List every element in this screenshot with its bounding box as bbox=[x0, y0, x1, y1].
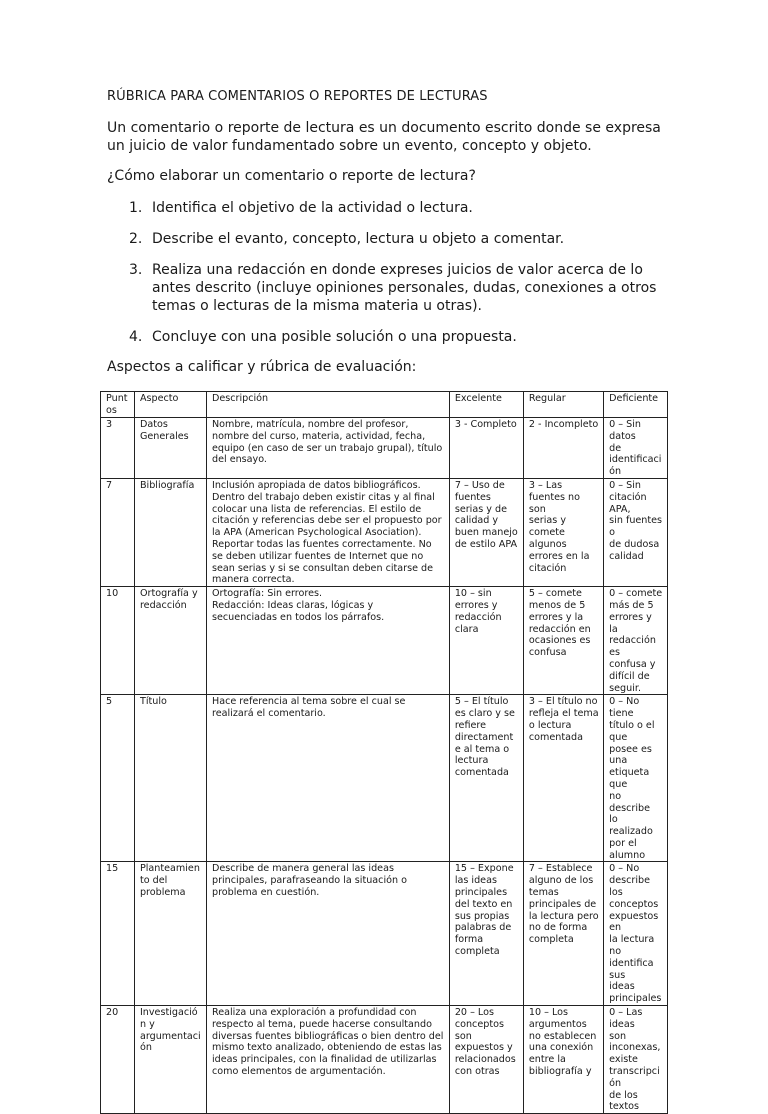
cell-descripcion: Hace referencia al tema sobre el cual se realizará el comentario. bbox=[206, 695, 449, 862]
cell-aspecto: Planteamien to del problema bbox=[134, 862, 206, 1006]
table-row bbox=[101, 695, 668, 862]
step-text: Concluye con una posible solución o una propuesta. bbox=[152, 329, 517, 345]
cell-descripcion: Realiza una exploración a profundidad con respecto al tema, puede hacerse consultando diversas fuentes bibliográficas o bien dentro del mismo texto analizado, obteniendo de estas las ideas principales, con la finalidad de utilizarlas como elementos de argumentación. bbox=[206, 1006, 449, 1114]
cell-descripcion: Inclusión apropiada de datos bibliográficos. Dentro del trabajo deben existir citas y al final colocar una lista de referencias. El estilo de citación y referencias debe ser el propuesto por la APA (American Psychological Asociation). Reportar todas las fuentes correctamente. No se deben utilizar fuentes de Internet que no sean serias y si se consultan deben citarse de manera correcta. bbox=[206, 478, 449, 586]
cell-aspecto: Investigació n y argumentaci ón bbox=[134, 1006, 206, 1114]
cell-deficiente: 0 – Sin citación APA, sin fuentes o de dudosa calidad bbox=[604, 478, 668, 586]
cell-regular: 5 – comete menos de 5 errores y la redacción en ocasiones es confusa bbox=[523, 587, 603, 695]
table-row bbox=[101, 478, 668, 586]
cell-descripcion: Ortografía: Sin errores. Redacción: Ideas claras, lógicas y secuenciadas en todos los párrafos. bbox=[206, 587, 449, 695]
header-descripcion: Descripción bbox=[206, 392, 449, 418]
cell-aspecto: Datos Generales bbox=[134, 418, 206, 479]
rubric-table bbox=[100, 391, 668, 1114]
cell-regular: 3 – Las fuentes no son serias y comete algunos errores en la citación bbox=[523, 478, 603, 586]
cell-deficiente: 0 – comete más de 5 errores y la redacción es confusa y difícil de seguir. bbox=[604, 587, 668, 695]
cell-descripcion: Describe de manera general las ideas principales, parafraseando la situación o problema en cuestión. bbox=[206, 862, 449, 1006]
cell-deficiente: 0 – Sin datos de identificación bbox=[604, 418, 668, 479]
header-excelente: Excelente bbox=[449, 392, 523, 418]
cell-puntos: 3 bbox=[101, 418, 135, 479]
header-puntos: Punt os bbox=[101, 392, 135, 418]
cell-aspecto: Título bbox=[134, 695, 206, 862]
cell-regular: 2 - Incompleto bbox=[523, 418, 603, 479]
cell-deficiente: 0 – No tiene título o el que posee es una etiqueta que no describe lo realizado por el alumno bbox=[604, 695, 668, 862]
table-row bbox=[101, 587, 668, 695]
table-row bbox=[101, 1006, 668, 1114]
cell-puntos: 7 bbox=[101, 478, 135, 586]
cell-regular: 3 – El título no refleja el tema o lectura comentada bbox=[523, 695, 603, 862]
table-row bbox=[101, 862, 668, 1006]
cell-excelente: 15 – Expone las ideas principales del texto en sus propias palabras de forma completa bbox=[449, 862, 523, 1006]
cell-excelente: 5 – El título es claro y se refiere directament e al tema o lectura comentada bbox=[449, 695, 523, 862]
cell-puntos: 5 bbox=[101, 695, 135, 862]
step-text: Describe el evanto, concepto, lectura u objeto a comentar. bbox=[152, 231, 565, 247]
step-number: 1. bbox=[129, 200, 143, 216]
table-header-row bbox=[101, 392, 668, 418]
question-line: ¿Cómo elaborar un comentario o reporte de lectura? bbox=[107, 168, 476, 184]
cell-deficiente: 0 – Las ideas son inconexas, existe transcripción de los textos bbox=[604, 1006, 668, 1114]
intro-paragraph: Un comentario o reporte de lectura es un documento escrito donde se expresa un juicio de valor fundamentado sobre un evento, concepto y objeto. bbox=[107, 120, 661, 154]
cell-puntos: 20 bbox=[101, 1006, 135, 1114]
cell-descripcion: Nombre, matrícula, nombre del profesor, nombre del curso, materia, actividad, fecha, equipo (en caso de ser un trabajo grupal), título del ensayo. bbox=[206, 418, 449, 479]
table-row bbox=[101, 418, 668, 479]
step-item bbox=[107, 199, 667, 217]
step-number: 2. bbox=[129, 231, 143, 247]
header-deficiente: Deficiente bbox=[604, 392, 668, 418]
step-item bbox=[107, 328, 667, 346]
cell-regular: 7 – Establece alguno de los temas principales de la lectura pero no de forma completa bbox=[523, 862, 603, 1006]
header-aspecto: Aspecto bbox=[134, 392, 206, 418]
document-heading: RÚBRICA PARA COMENTARIOS O REPORTES DE LECTURAS bbox=[107, 89, 488, 104]
cell-aspecto: Bibliografía bbox=[134, 478, 206, 586]
step-item bbox=[107, 230, 667, 248]
cell-excelente: 7 – Uso de fuentes serias y de calidad y buen manejo de estilo APA bbox=[449, 478, 523, 586]
step-text: Realiza una redacción en donde expreses juicios de valor acerca de lo antes descrito (incluye opiniones personales, dudas, conexiones a otros temas o lecturas de la misma materia u otras). bbox=[152, 262, 657, 314]
cell-excelente: 20 – Los conceptos son expuestos y relacionados con otras bbox=[449, 1006, 523, 1114]
step-number: 4. bbox=[129, 329, 143, 345]
cell-deficiente: 0 – No describe los conceptos expuestos en la lectura no identifica sus ideas principales bbox=[604, 862, 668, 1006]
step-item bbox=[107, 261, 667, 315]
step-text: Identifica el objetivo de la actividad o lectura. bbox=[152, 200, 473, 216]
cell-puntos: 10 bbox=[101, 587, 135, 695]
cell-excelente: 3 - Completo bbox=[449, 418, 523, 479]
cell-puntos: 15 bbox=[101, 862, 135, 1006]
step-number: 3. bbox=[129, 262, 143, 278]
cell-aspecto: Ortografía y redacción bbox=[134, 587, 206, 695]
header-regular: Regular bbox=[523, 392, 603, 418]
cell-regular: 10 – Los argumentos no establecen una conexión entre la bibliografía y bbox=[523, 1006, 603, 1114]
steps-list bbox=[107, 199, 667, 359]
aspects-title: Aspectos a calificar y rúbrica de evaluación: bbox=[107, 359, 417, 375]
cell-excelente: 10 – sin errores y redacción clara bbox=[449, 587, 523, 695]
